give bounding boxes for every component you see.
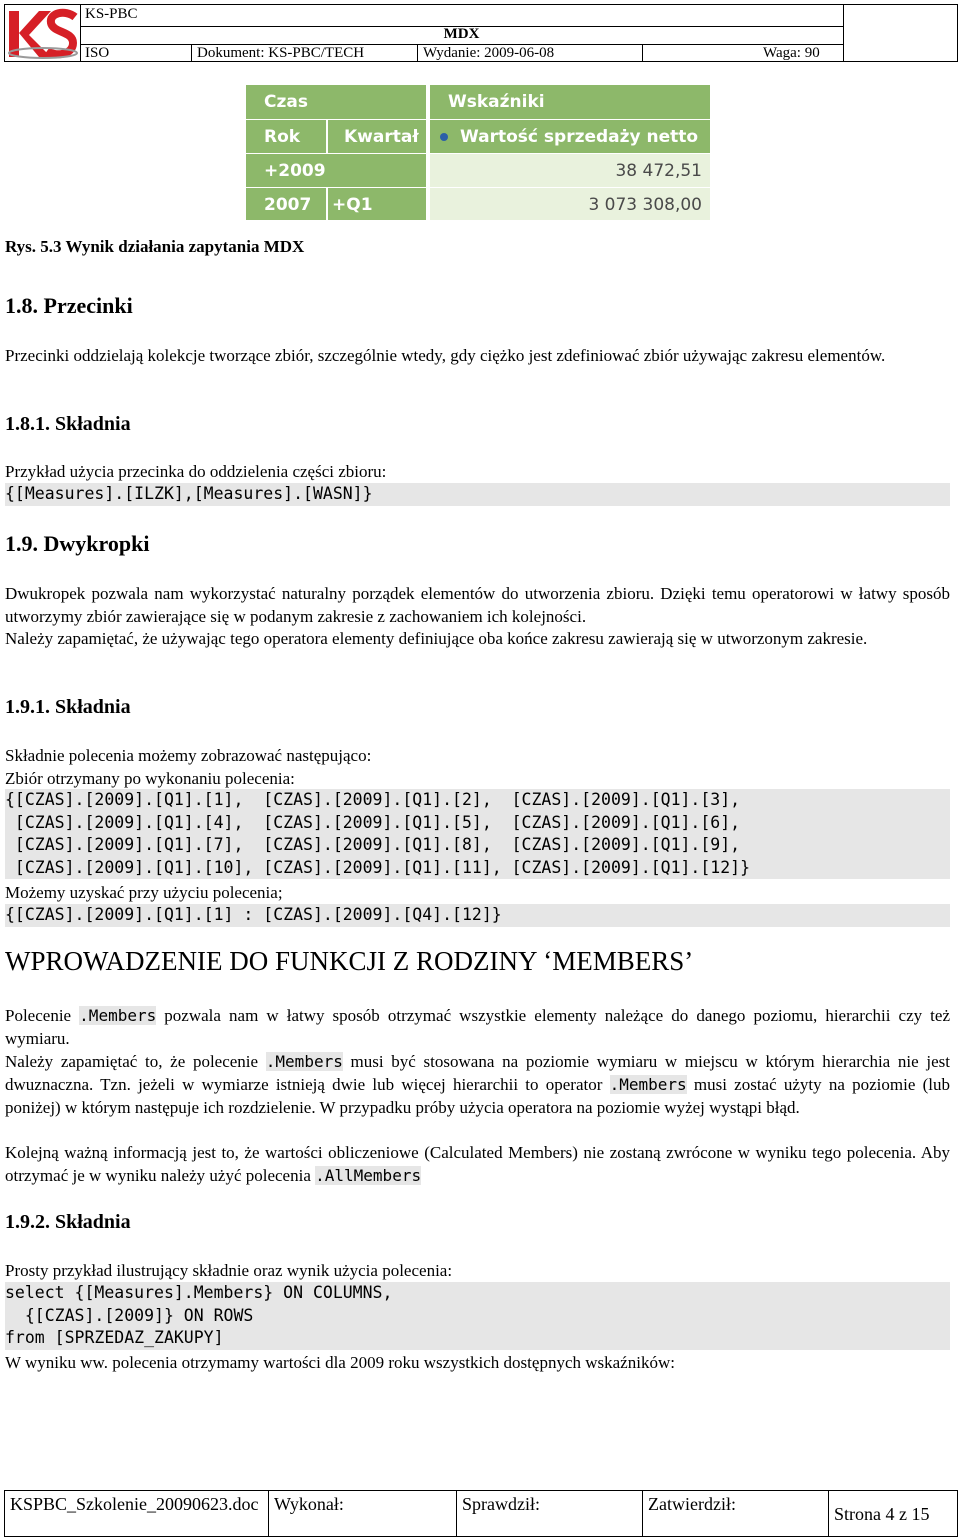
- example-intro: Przykład użycia przecinka do oddzielenia części zbioru:: [5, 462, 387, 481]
- row-2007-year: 2007: [246, 188, 326, 220]
- code-comma-example: {[Measures].[ILZK],[Measures].[WASN]}: [5, 483, 950, 506]
- mdx-result-table: [246, 85, 710, 220]
- header-time: Czas: [246, 85, 426, 119]
- header-quarter: Kwartał: [328, 120, 426, 153]
- page-footer: [4, 1490, 958, 1537]
- heading-1-9: 1.9. Dwykropki: [5, 531, 150, 556]
- footer-checked: Sprawdził:: [457, 1491, 643, 1536]
- heading-1-8: 1.8. Przecinki: [5, 293, 133, 318]
- syntax-line: Składnie polecenia możemy zobrazować następująco:: [5, 746, 372, 765]
- row-2009-value: 38 472,51: [430, 154, 710, 187]
- page-header: [4, 4, 958, 62]
- para-members-1: Polecenie .Members pozwala nam w łatwy sposób otrzymać wszystkie elementy należące do danego poziomu, hierarchii czy też wymiaru.: [5, 1006, 950, 1048]
- company-logo: [5, 5, 81, 61]
- code-range-result: {[CZAS].[2009].[Q1].[1], [CZAS].[2009].[Q1].[2], [CZAS].[2009].[Q1].[3], [CZAS].[2009].[Q1].[4], [CZAS].[2009].[Q1].[5], [CZAS].[2009].[Q1].[6], [CZAS].[2009].[Q1].[7], [CZAS].[2009].[Q1].[8], [CZAS].[2009].[Q1].[9], [CZAS].[2009].[Q1].[10], [CZAS].[2009].[Q1].[11], [CZAS].[2009].[Q1].[12]}: [5, 789, 950, 879]
- para-1-8: Przecinki oddzielają kolekcje tworzące zbiór, szczególnie wtedy, gdy ciężko jest zdefiniować zbiór używając zakresu elementów.: [5, 346, 886, 365]
- code-members-query: select {[Measures].Members} ON COLUMNS, {[CZAS].[2009]} ON ROWS from [SPRZEDAZ_ZAKUPY]: [5, 1282, 950, 1350]
- edition-date: Wydanie: 2009-06-08: [418, 44, 643, 61]
- company-name: KS-PBC: [85, 6, 138, 22]
- header-measure: Wartość sprzedaży netto: [430, 120, 710, 153]
- command-line: Możemy uzyskać przy użyciu polecenia;: [5, 883, 283, 902]
- heading-1-9-1: 1.9.1. Składnia: [5, 696, 131, 718]
- members-example-intro: Prosty przykład ilustrujący składnie oraz wynik użycia polecenia:: [5, 1261, 453, 1280]
- document-title: MDX: [80, 26, 843, 45]
- row-2007-quarter[interactable]: +Q1: [328, 188, 426, 220]
- iso-label: ISO: [80, 44, 192, 61]
- code-range-command: {[CZAS].[2009].[Q1].[1] : [CZAS].[2009].[Q4].[12]}: [5, 904, 950, 927]
- heading-members: WPROWADZENIE DO FUNKCJI Z RODZINY ‘MEMBERS’: [5, 946, 694, 976]
- bullet-icon: [440, 133, 448, 141]
- row-2009-label[interactable]: +2009: [246, 154, 426, 187]
- footer-page-number: Strona 4 z 15: [834, 1504, 930, 1524]
- figure-caption: Rys. 5.3 Wynik działania zapytania MDX: [5, 237, 305, 256]
- document-id: Dokument: KS-PBC/TECH: [192, 44, 418, 61]
- row-2007-value: 3 073 308,00: [430, 188, 710, 220]
- footer-author: Wykonał:: [269, 1491, 457, 1536]
- footer-filename: KSPBC_Szkolenie_20090623.doc: [5, 1491, 269, 1536]
- heading-1-9-2: 1.9.2. Składnia: [5, 1211, 131, 1233]
- para-members-3: Kolejną ważną informacją jest to, że wartości obliczeniowe (Calculated Members) nie zostaną zwrócone w wyniku tego polecenia. Aby otrzymać je w wyniku należy użyć polecenia .AllMembers: [5, 1143, 950, 1185]
- para-members-2: Należy zapamiętać to, że polecenie .Members musi być stosowana na poziomie wymiaru w miejscu w którym hierarchia nie jest dwuznaczna. Tzn. jeżeli w wymiarze istnieją dwie lub więcej hierarchii to operator .Members musi zostać użyty na poziomie (lub poniżej) w którym następuje ich rozdzielenie. W przypadku próby użycia operatora na poziomie wyżej wystąpi błąd.: [5, 1052, 950, 1117]
- heading-1-8-1: 1.8.1. Składnia: [5, 413, 131, 435]
- header-indicators: Wskaźniki: [430, 85, 710, 119]
- result-line: Zbiór otrzymany po wykonaniu polecenia:: [5, 769, 295, 788]
- para-1-9-b: Należy zapamiętać, że używając tego operatora elementy definiujące oba końce zakresu zawierają się w utworzonym zakresie.: [5, 629, 868, 648]
- header-year: Rok: [246, 120, 326, 153]
- weight-label: Waga: 90: [763, 45, 820, 61]
- footer-approved: Zatwierdził:: [643, 1491, 829, 1536]
- para-1-9-a: Dwukropek pozwala nam wykorzystać naturalny porządek elementów do utworzenia zbioru. Dzięki temu operatorowi w łatwy sposób utworzymy zbiór zawierające się w podanym zakresie z zachowaniem ich kolejności.: [5, 584, 950, 626]
- members-result-line: W wyniku ww. polecenia otrzymamy wartości dla 2009 roku wszystkich dostępnych wskaźników:: [5, 1353, 675, 1372]
